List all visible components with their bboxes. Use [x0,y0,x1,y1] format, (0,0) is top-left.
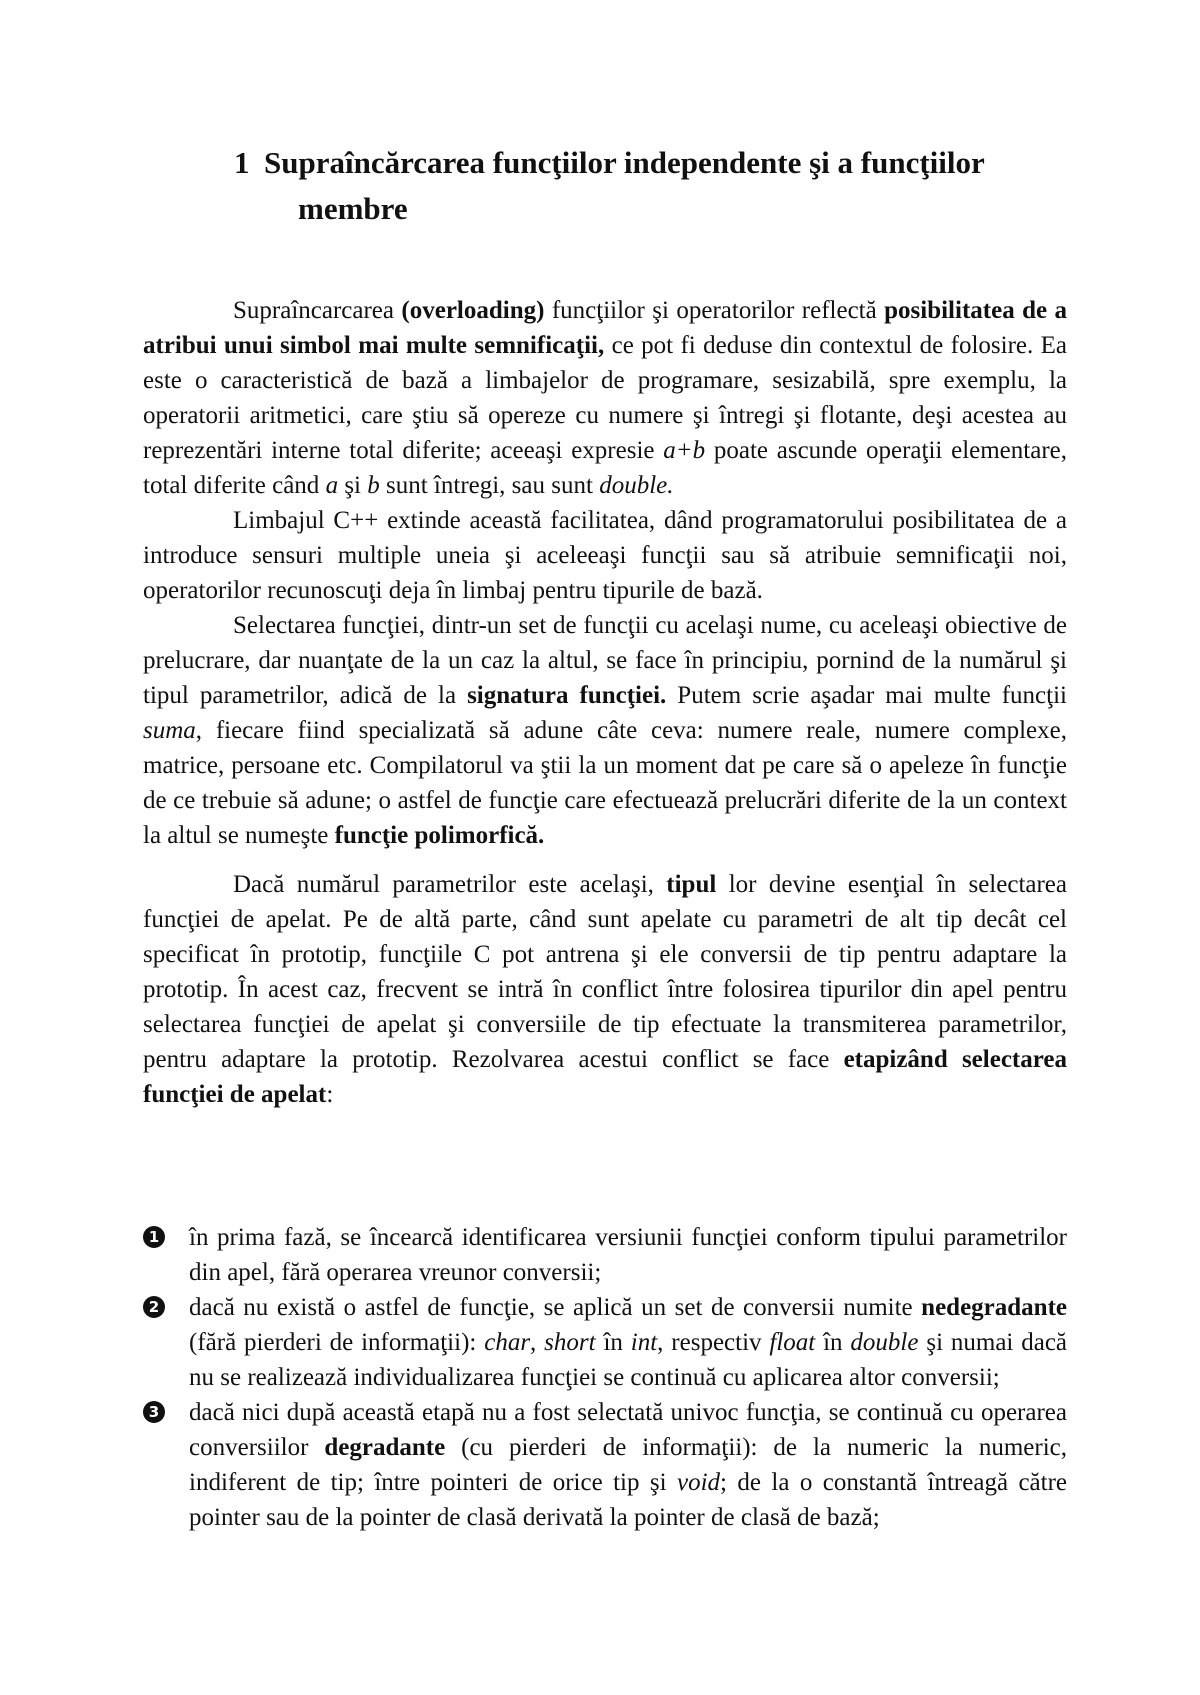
text-run: Putem scrie aşadar mai multe funcţii [666,682,1067,709]
text-run: Selectarea funcţiei, dintr-un set de funcţii cu acelaşi nume, cu aceleaşi obiective de prelucrare, dar nuanţate de la un caz la altul, se face în principiu, pornind de la numărul şi tipul parametrilor, adică de la [143,612,1067,709]
text-run: , fiecare fiind specializată să adune câte ceva: numere reale, numere complexe, matrice, persoane etc. Compilatorul va ştii la un moment dat pe care să o apeleze în funcţie de ce trebuie să adune; o astfel de funcţie care efectuează prelucrări diferite de la un context la altul se numeşte [143,717,1067,849]
code-char: char [484,1329,531,1356]
code-expression: a+b [663,437,706,464]
code-short: short [544,1329,596,1356]
text-run: şi numai dacă nu se realizează individualizarea funcţiei se continuă cu aplicarea altor conversii; [189,1329,1068,1391]
section-title-line-1: Supraîncărcarea funcţiilor independente şi a funcţiilor [264,145,985,180]
text-run: ; de la o constantă întreagă către pointer sau de la pointer de clasă derivată la pointer de clasă de bază; [189,1469,1068,1531]
paragraph-overloading [143,293,1067,503]
text-run: funcţiilor şi operatorilor reflectă [544,297,885,324]
code-type-double: double. [599,472,674,499]
text-run: în [815,1329,851,1356]
paragraph-cpp: Limbajul C++ extinde această facilitatea, dând programatorului posibilitatea de a introduce sensuri multiple uneia şi aceleeaşi funcţii sau să atribuie semnificaţii noi, operatorilor recunoscuţi deja în limbaj pentru tipurile de bază. [143,507,1067,604]
term-staged-selection: etapizând selectarea funcţiei de apelat [143,1046,1067,1108]
number-2-marker-icon: 2 [143,1296,165,1318]
list-item-text: în prima fază, se încearcă identificarea versiunii funcţiei conform tipului parametrilor din apel, fără operarea vreunor conversii; [189,1224,1067,1286]
text-run: poate ascunde operaţii elementare, total diferite când [143,437,1067,499]
list-item [143,1290,1067,1395]
text-run: dacă nu există o astfel de funcţie, se aplică un set de conversii numite [189,1294,922,1321]
term-type: tipul [666,871,717,898]
list-item [143,1220,1067,1290]
list-item [143,1395,1067,1535]
code-var-a: a [325,472,339,499]
code-int: int [630,1329,658,1356]
term-polymorphic: funcţie polimorfică. [334,822,545,849]
code-suma: suma [143,717,196,744]
text-run: Dacă numărul parametrilor este acelaşi, [233,871,667,898]
text-run: lor devine esenţial în selectarea funcţiei de apelat. Pe de altă parte, când sunt apelate cu parametri de alt tip decât cel specificat în prototip, funcţiile C pot antrena şi ele conversii de tip pentru adaptare la prototip. În acest caz, frecvent se intră în conflict între folosirea tipurilor din apel pentru selectarea funcţiei de apelat şi conversiile de tip efectuate la transmiterea parametrilor, pentru adaptare la prototip. Rezolvarea acestui conflict se face [143,871,1067,1073]
text-run: dacă nici după această etapă nu a fost selectată univoc funcţia, se continuă cu operarea conversiilor [189,1399,1067,1461]
paragraph-selection [143,608,1067,853]
text-run: Supraîncarcarea [233,297,402,324]
text-run: în [595,1329,631,1356]
paragraph-parameters [143,867,1067,1112]
code-void: void [676,1469,721,1496]
section-title-line-2: membre [298,191,408,226]
code-double: double [850,1329,919,1356]
section-number: 1 [234,145,250,180]
text-run: , respectiv [657,1329,770,1356]
term-nondegrading: nedegradante [921,1294,1067,1321]
code-var-b: b [367,472,380,499]
term-overloading: (overloading) [401,297,545,324]
text-run: , [530,1329,545,1356]
number-3-marker-icon: 3 [143,1401,165,1423]
text-run: ce pot fi deduse din contextul de folosire. Ea este o caracteristică de bază a limbajelor de programare, sesizabilă, spre exemplu, la operatorii aritmetici, care ştiu să opereze cu numere şi întregi şi flotante, deşi acestea au reprezentări interne total diferite; aceeaşi expresie [143,332,1067,464]
text-run: : [326,1081,334,1108]
code-float: float [769,1329,816,1356]
text-run: (fără pierderi de informaţii): [189,1329,485,1356]
text-run: sunt întregi, sau sunt [379,472,600,499]
term-degrading: degradante [324,1434,446,1461]
text-run: (cu pierderi de informaţii): de la numeric la numeric, indiferent de tip; între pointeri de orice tip şi [189,1434,1067,1496]
body-text [143,293,1067,1112]
steps-list [143,1220,1067,1535]
emphasis-definition: posibilitatea de a atribui unui simbol mai multe semnificaţii, [143,297,1067,359]
term-signature: signatura funcţiei. [467,682,667,709]
text-run: şi [338,472,368,499]
number-1-marker-icon: 1 [143,1226,165,1248]
